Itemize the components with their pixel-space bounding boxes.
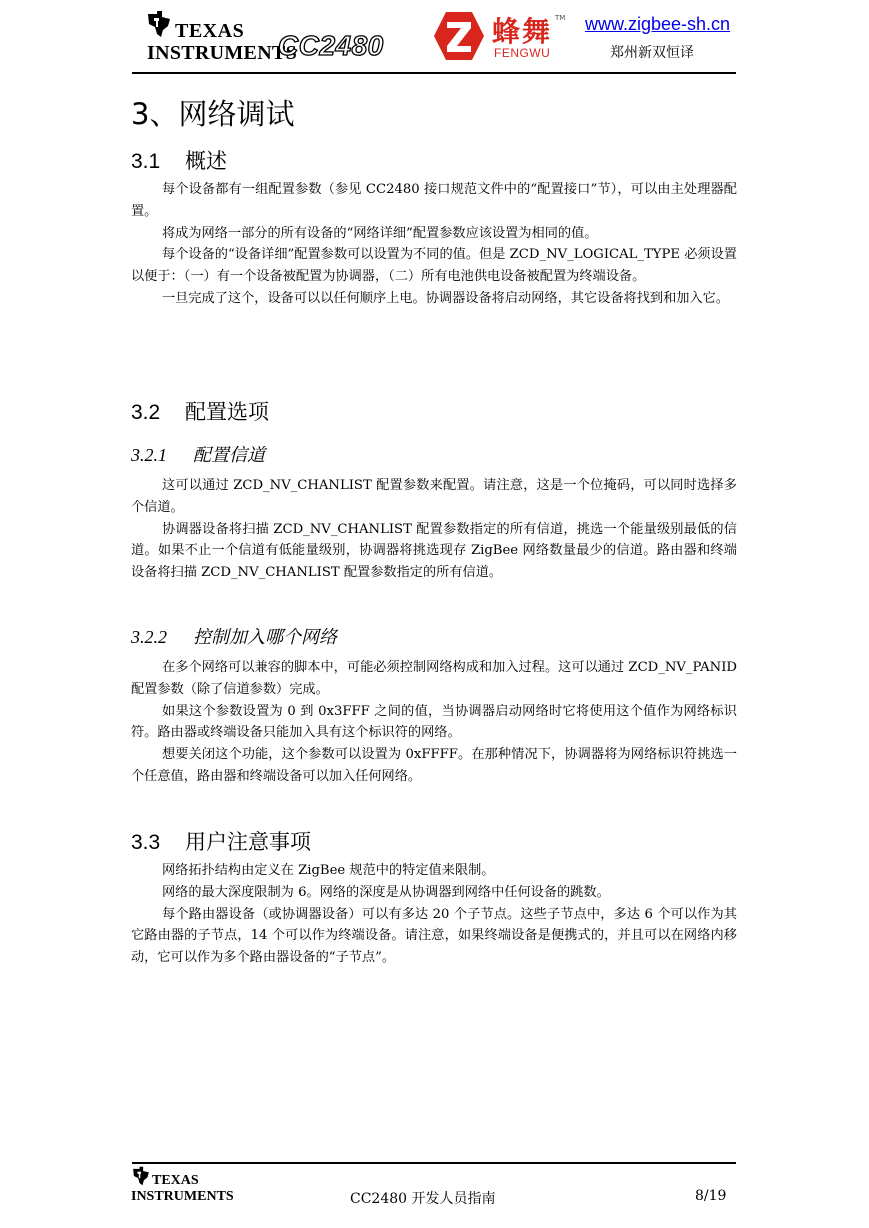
heading-3-2 xyxy=(131,396,269,426)
chip-name: CC2480 xyxy=(278,30,384,61)
translator-credit: 郑州新双恒译 xyxy=(610,45,694,61)
fengwu-logo xyxy=(432,8,572,64)
heading-text: 用户注意事项 xyxy=(185,830,311,854)
footer-ti-logo xyxy=(131,1166,234,1206)
header-divider xyxy=(132,72,736,74)
heading-number: 3.2.2 xyxy=(131,627,167,647)
brand-chinese: 蜂舞 xyxy=(492,15,553,48)
paragraph: 将成为网络一部分的所有设备的“网络详细”配置参数应该设置为相同的值。 xyxy=(162,225,598,241)
trademark: TM xyxy=(555,14,566,22)
page-header xyxy=(0,0,869,80)
paragraph: 这可以通过 ZCD_NV_CHANLIST 配置参数来配置。请注意，这是一个位掩码，可以同时选择多个信道。 xyxy=(131,478,737,515)
heading-3-2-2 xyxy=(131,623,337,649)
heading-number: 3.2.1 xyxy=(131,445,167,465)
footer-doc-title: CC2480 开发人员指南 xyxy=(350,1191,496,1207)
heading-3-2-1 xyxy=(131,441,265,467)
channel-body xyxy=(131,475,737,584)
paragraph: 一旦完成了这个，设备可以以任何顺序上电。协调器设备将启动网络，其它设备将找到和加入它。 xyxy=(162,290,730,306)
heading-3-3 xyxy=(131,826,311,856)
paragraph: 如果这个参数设置为 0 到 0x3FFF 之间的值，当协调器启动网络时它将使用这个值作为网络标识符。路由器或终端设备只能加入具有这个标识符的网络。 xyxy=(131,703,737,741)
network-join-body xyxy=(131,657,737,788)
user-notes-body xyxy=(131,860,737,969)
paragraph: 想要关闭这个功能，这个参数可以设置为 0xFFFF。在那种情况下，协调器将为网络标识符挑选一个任意值，路由器和终端设备可以加入任何网络。 xyxy=(131,747,737,784)
heading-number: 3.3 xyxy=(131,831,161,854)
website-link[interactable]: www.zigbee-sh.cn xyxy=(585,14,731,34)
brand-english: FENGWU xyxy=(494,46,551,60)
paragraph: 网络拓扑结构由定义在 ZigBee 规范中的特定值来限制。 xyxy=(162,863,495,878)
heading-number: 3.1 xyxy=(131,150,161,173)
paragraph: 在多个网络可以兼容的脚本中，可能必须控制网络构成和加入过程。这可以通过 ZCD_NV_PANID 配置参数（除了信道参数）完成。 xyxy=(131,660,737,697)
heading-text: 概述 xyxy=(185,149,227,173)
ti-logo-line1: TEXAS xyxy=(152,1173,199,1188)
paragraph: 协调器设备将扫描 ZCD_NV_CHANLIST 配置参数指定的所有信道，挑选一个能量级别最低的信道。如果不止一个信道有低能量级别，协调器将挑选现存 ZigBee 网络数量最少的信道。路由器和终端设备将扫描 ZCD_NV_CHANLIST 配置参数指定的所有信道。 xyxy=(131,521,737,581)
paragraph: 每个设备都有一组配置参数（参见 CC2480 接口规范文件中的“配置接口”节），可以由主处理器配置。 xyxy=(131,182,737,219)
paragraph: 网络的最大深度限制为 6。网络的深度是从协调器到网络中任何设备的跳数。 xyxy=(162,884,610,900)
heading-text: 配置信道 xyxy=(193,445,265,466)
heading-number: 3.2 xyxy=(131,401,161,424)
ti-logo xyxy=(145,10,297,64)
heading-text: 控制加入哪个网络 xyxy=(193,627,337,648)
page-number: 8/19 xyxy=(695,1188,727,1204)
overview-body xyxy=(131,179,737,310)
ti-logo-line2: INSTRUMENTS xyxy=(131,1189,234,1204)
ti-logo-line2: INSTRUMENTS xyxy=(147,42,297,64)
ti-state-icon xyxy=(131,1166,151,1186)
chapter-title: 3、网络调试 xyxy=(131,97,295,131)
ti-logo-line1: TEXAS xyxy=(175,20,245,42)
fengwu-mark-icon xyxy=(432,10,486,62)
heading-3-1 xyxy=(131,145,227,175)
paragraph: 每个路由器设备（或协调器设备）可以有多达 20 个子节点。这些子节点中，多达 6 个可以作为其它路由器的子节点，14 个可以作为终端设备。请注意，如果终端设备是便携式的，并且可以在网络内移动，它可以作为多个路由器设备的“子节点”。 xyxy=(131,906,737,966)
ti-state-icon xyxy=(145,10,173,38)
footer-divider xyxy=(132,1162,736,1164)
paragraph: 每个设备的“设备详细”配置参数可以设置为不同的值。但是 ZCD_NV_LOGICAL_TYPE 必须设置以便于：（一）有一个设备被配置为协调器，（二）所有电池供电设备被配置为终端设备。 xyxy=(131,247,737,285)
heading-text: 配置选项 xyxy=(185,400,269,424)
